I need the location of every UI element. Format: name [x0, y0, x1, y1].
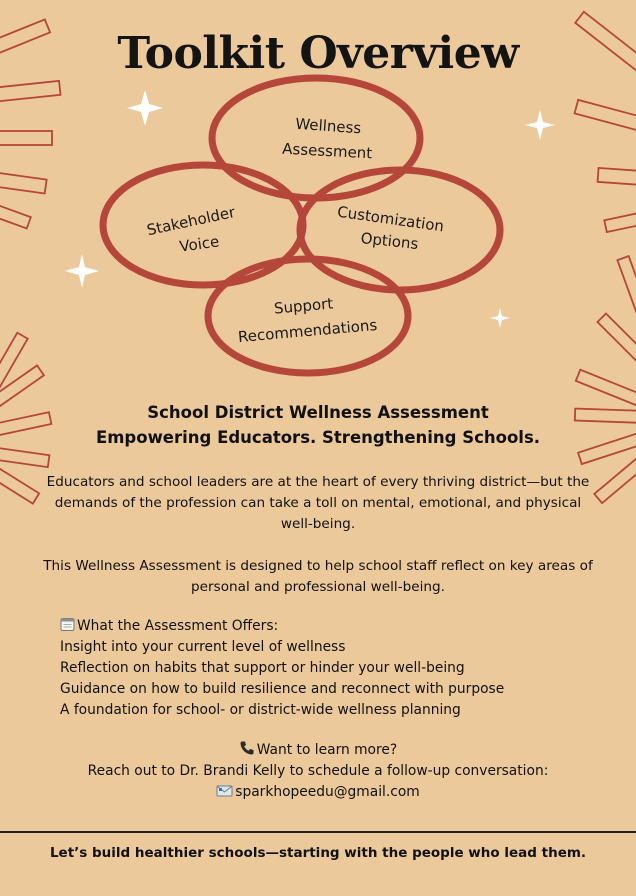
list-item: Insight into your current level of wellness: [60, 639, 346, 655]
venn-label-left-2: Voice: [178, 232, 221, 256]
learn-more-text: Want to learn more?: [256, 742, 398, 758]
envelope-icon: [216, 784, 233, 798]
page-title: Toolkit Overview: [117, 28, 519, 79]
notepad-icon: [60, 617, 75, 632]
venn-ring-bottom: [208, 259, 408, 373]
footer-slogan: Let’s build healthier schools—starting with the people who lead them.: [49, 845, 587, 861]
contact-section: [0, 740, 636, 803]
venn-label-bottom-1: Support: [273, 294, 334, 318]
venn-ring-right: [300, 170, 500, 290]
list-item: Reflection on habits that support or hinder your well-being: [60, 660, 465, 676]
venn-label-bottom-2: Recommendations: [237, 315, 378, 347]
venn-label-top-2: Assessment: [281, 139, 373, 163]
list-item: A foundation for school- or district-wide wellness planning: [60, 702, 461, 718]
reach-out-text: Reach out to Dr. Brandi Kelly to schedule a follow-up conversation:: [87, 763, 549, 779]
list-item: Guidance on how to build resilience and reconnect with purpose: [60, 681, 505, 697]
venn-label-right-2: Options: [359, 229, 420, 254]
venn-label-top-1: Wellness: [294, 114, 362, 138]
intro-paragraph: Educators and school leaders are at the heart of every thriving district—but the demands of the profession can take a toll on mental, emotional, and physical well-being.: [46, 474, 590, 532]
purpose-paragraph: This Wellness Assessment is designed to help school staff reflect on key areas of personal and professional well-being.: [43, 558, 593, 595]
venn-ring-top: [212, 78, 420, 198]
phone-icon: [239, 740, 255, 756]
email-link[interactable]: sparkhopeedu@gmail.com: [235, 784, 420, 800]
venn-label-left-1: Stakeholder: [145, 202, 237, 240]
venn-diagram: [0, 0, 636, 400]
divider: [0, 831, 636, 833]
tagline: Empowering Educators. Strengthening Schools.: [95, 428, 541, 447]
venn-label-right-1: Customization: [336, 202, 446, 236]
offers-heading: What the Assessment Offers:: [77, 618, 279, 634]
assessment-heading: School District Wellness Assessment: [147, 403, 489, 422]
offers-section: [60, 616, 600, 721]
